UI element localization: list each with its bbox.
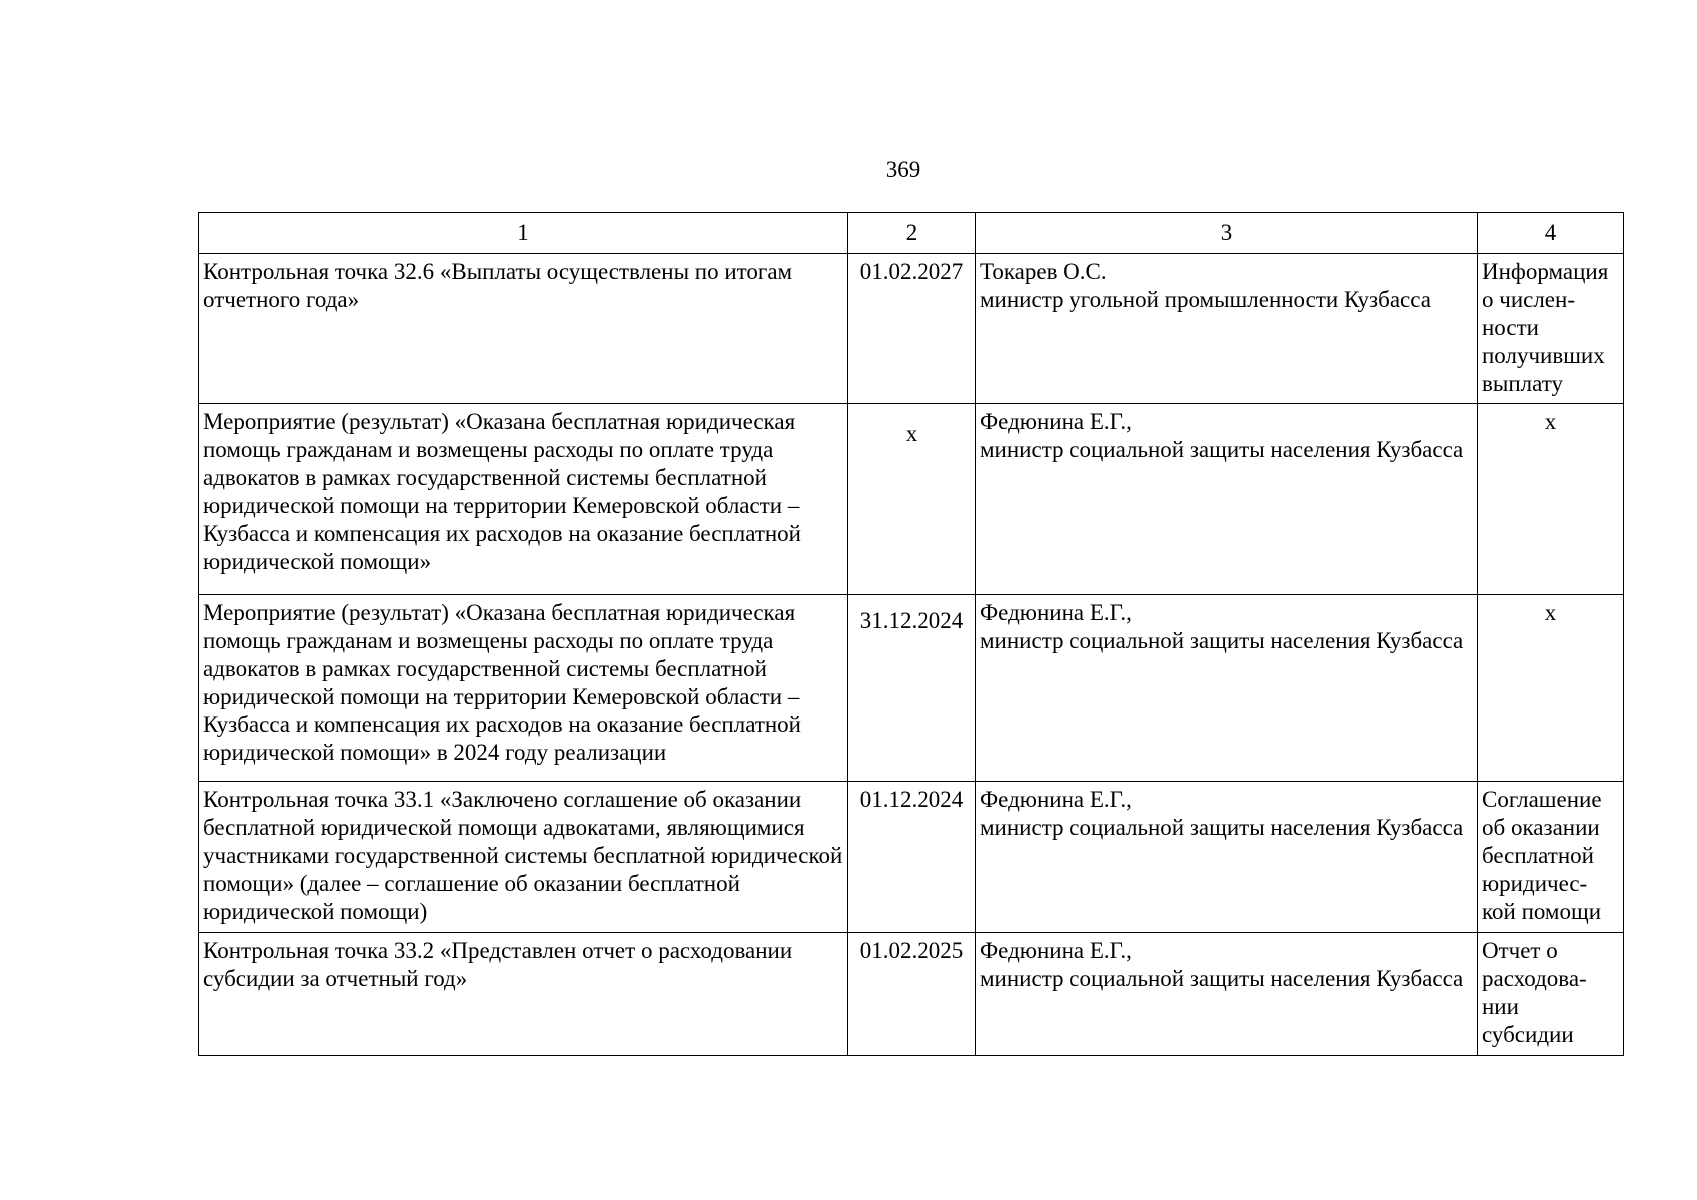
row-result (1478, 782, 1624, 933)
responsible-title: министр социальной защиты населения Кузбасса (980, 815, 1464, 840)
responsible-title: министр угольной промышленности Кузбасса (980, 287, 1431, 312)
control-points-table (198, 212, 1624, 1056)
row-date: 01.02.2027 (848, 254, 976, 404)
result-line: получивших (1482, 343, 1605, 368)
row-date: х (848, 404, 976, 595)
responsible-name: Федюнина Е.Г., (980, 938, 1132, 963)
table-row (199, 595, 1624, 782)
result-line: х (1544, 409, 1557, 434)
row-description: Контрольная точка 33.2 «Представлен отчет о расходовании субсидии за отчетный год» (199, 933, 848, 1056)
row-description: Контрольная точка 33.1 «Заключено соглашение об оказании бесплатной юридической помощи адвокатами, являющимися участниками государственной системы бесплатной юридической помощи» (далее – соглашение об оказании бесплатной юридической помощи) (199, 782, 848, 933)
row-result (1478, 595, 1624, 782)
result-line: Отчет о (1482, 938, 1558, 963)
column-header-4: 4 (1478, 213, 1624, 254)
row-result (1478, 404, 1624, 595)
result-line: расходова- (1482, 966, 1587, 991)
result-line: нии (1482, 994, 1519, 1019)
row-responsible (976, 595, 1478, 782)
table-row (199, 404, 1624, 595)
page-number: 369 (885, 157, 921, 182)
result-line: субсидии (1482, 1022, 1574, 1047)
table-row (199, 254, 1624, 404)
result-line: ности (1482, 315, 1539, 340)
row-responsible (976, 404, 1478, 595)
column-header-2: 2 (848, 213, 976, 254)
row-date: 01.12.2024 (848, 782, 976, 933)
result-line: кой помощи (1482, 899, 1602, 924)
row-responsible (976, 254, 1478, 404)
result-line: бесплатной (1482, 843, 1594, 868)
responsible-name: Федюнина Е.Г., (980, 409, 1132, 434)
table-row (199, 933, 1624, 1056)
responsible-title: министр социальной защиты населения Кузбасса (980, 437, 1464, 462)
column-header-3: 3 (976, 213, 1478, 254)
result-line: о числен- (1482, 287, 1575, 312)
table-row (199, 782, 1624, 933)
responsible-title: министр социальной защиты населения Кузбасса (980, 966, 1464, 991)
row-description: Мероприятие (результат) «Оказана бесплатная юридическая помощь гражданам и возмещены расходы по оплате труда адвокатов в рамках государственной системы бесплатной юридической помощи на территории Кемеровской области – Кузбасса и компенсация их расходов на оказание бесплатной юридической помощи» в 2024 году реализации (199, 595, 848, 782)
row-responsible (976, 933, 1478, 1056)
responsible-name: Федюнина Е.Г., (980, 787, 1132, 812)
row-description: Контрольная точка 32.6 «Выплаты осуществлены по итогам отчетного года» (199, 254, 848, 404)
responsible-name: Федюнина Е.Г., (980, 600, 1132, 625)
result-line: юридичес- (1482, 871, 1588, 896)
result-line: Соглашение (1482, 787, 1602, 812)
responsible-title: министр социальной защиты населения Кузбасса (980, 628, 1464, 653)
row-responsible (976, 782, 1478, 933)
row-result (1478, 933, 1624, 1056)
row-date: 31.12.2024 (848, 595, 976, 782)
result-line: Информация (1482, 259, 1609, 284)
result-line: х (1544, 600, 1557, 625)
row-description: Мероприятие (результат) «Оказана бесплатная юридическая помощь гражданам и возмещены расходы по оплате труда адвокатов в рамках государственной системы бесплатной юридической помощи на территории Кемеровской области – Кузбасса и компенсация их расходов на оказание бесплатной юридической помощи» (199, 404, 848, 595)
row-date: 01.02.2025 (848, 933, 976, 1056)
column-header-1: 1 (199, 213, 848, 254)
result-line: выплату (1482, 371, 1563, 396)
responsible-name: Токарев О.С. (980, 259, 1107, 284)
result-line: об оказании (1482, 815, 1600, 840)
row-result (1478, 254, 1624, 404)
table-header-row (199, 213, 1624, 254)
